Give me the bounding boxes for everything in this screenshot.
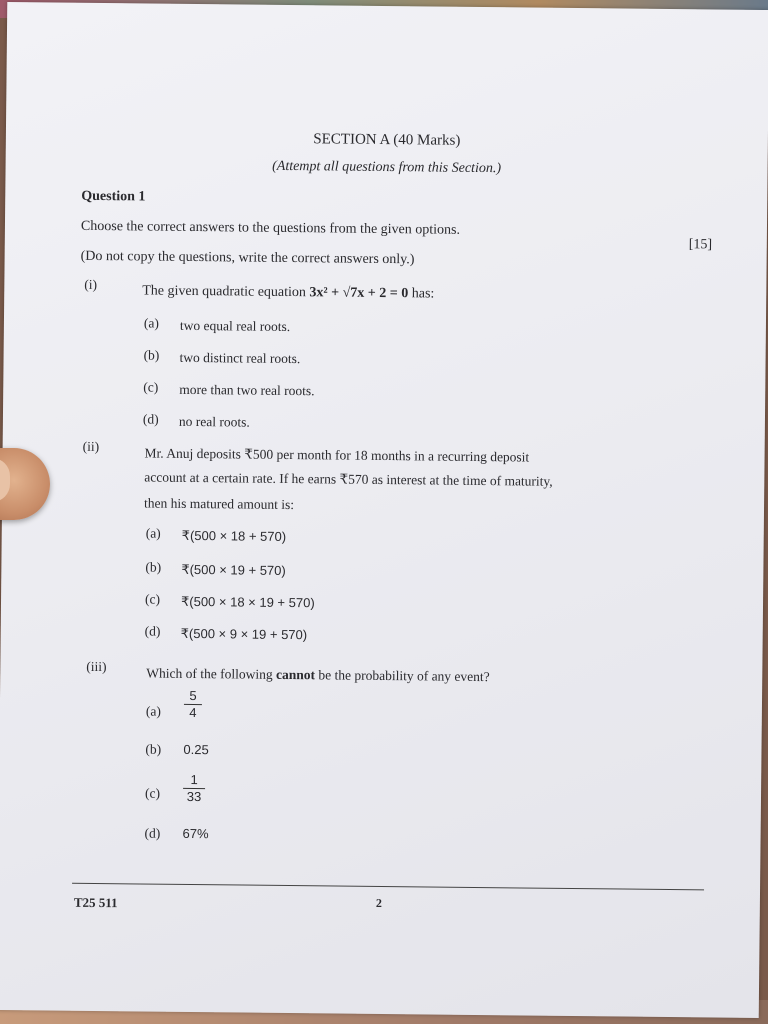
item-3-number: (iii) <box>86 658 107 675</box>
item-3-option-d: 67% <box>182 825 209 842</box>
item-3-option-b-label: (b) <box>145 741 162 757</box>
item-1-option-c-label: (c) <box>143 379 159 395</box>
item-2-option-d: ₹(500 × 9 × 19 + 570) <box>180 625 308 643</box>
item-3-option-c-label: (c) <box>144 785 161 801</box>
item-1-option-d: no real roots. <box>178 413 250 430</box>
item-1-option-a-label: (a) <box>143 315 160 331</box>
section-title: SECTION A (40 Marks) <box>313 131 461 149</box>
item-2-option-c: ₹(500 × 18 × 19 + 570) <box>180 593 315 611</box>
item-2-line-3: then his matured amount is: <box>143 495 295 513</box>
instruction-line-1: Choose the correct answers to the questions from the given options. <box>80 218 461 238</box>
item-2-line-1: Mr. Anuj deposits ₹500 per month for 18 months in a recurring deposit <box>144 445 530 465</box>
footer-divider <box>72 883 704 891</box>
item-3-option-b: 0.25 <box>183 741 209 758</box>
item-2-option-d-label: (d) <box>144 623 161 639</box>
exam-paper-page <box>0 2 768 1018</box>
item-1-option-b: two distinct real roots. <box>179 349 301 367</box>
footer-paper-code: T25 511 <box>73 894 118 911</box>
item-3-option-d-label: (d) <box>144 825 161 841</box>
instruction-line-2: (Do not copy the questions, write the correct answers only.) <box>80 248 415 268</box>
item-3-option-c-denominator: 33 <box>186 788 202 805</box>
item-3-option-a-fraction <box>184 688 202 721</box>
item-3-text <box>146 666 490 686</box>
item-1-option-a: two equal real roots. <box>179 317 291 335</box>
item-3-option-c-numerator: 1 <box>183 772 205 789</box>
item-1-option-c: more than two real roots. <box>179 381 315 399</box>
item-3-option-a-numerator: 5 <box>184 688 202 705</box>
section-subtitle: (Attempt all questions from this Section.) <box>272 158 502 177</box>
item-1-option-b-label: (b) <box>143 347 160 363</box>
item-1-number: (i) <box>84 276 98 292</box>
item-2-number: (ii) <box>82 438 100 455</box>
item-1-text-post: has: <box>408 286 435 302</box>
thumbnail-nail <box>0 458 10 502</box>
item-2-option-c-label: (c) <box>144 591 161 607</box>
item-2-option-b-label: (b) <box>145 559 162 575</box>
item-3-option-a-label: (a) <box>145 703 161 719</box>
item-2-option-a: ₹(500 × 18 + 570) <box>181 527 287 544</box>
item-1-option-d-label: (d) <box>142 411 159 427</box>
item-1-text <box>142 283 434 302</box>
item-3-option-c-fraction <box>183 772 205 805</box>
footer-page-number: 2 <box>375 895 382 911</box>
item-2-option-a-label: (a) <box>145 525 161 541</box>
marks-label: [15] <box>688 237 713 253</box>
item-3-option-a-denominator: 4 <box>189 704 197 721</box>
item-1-text-pre: The given quadratic equation <box>142 283 310 301</box>
item-1-equation: 3x² + √7x + 2 = 0 <box>309 285 409 302</box>
item-2-option-b: ₹(500 × 19 + 570) <box>181 561 286 578</box>
question-title: Question 1 <box>81 188 146 205</box>
item-3-text-pre: Which of the following <box>146 665 277 682</box>
item-2-line-2: account at a certain rate. If he earns ₹570 as interest at the time of maturity, <box>144 469 553 489</box>
item-3-text-bold: cannot <box>275 666 316 683</box>
item-3-text-post: be the probability of any event? <box>314 667 490 685</box>
